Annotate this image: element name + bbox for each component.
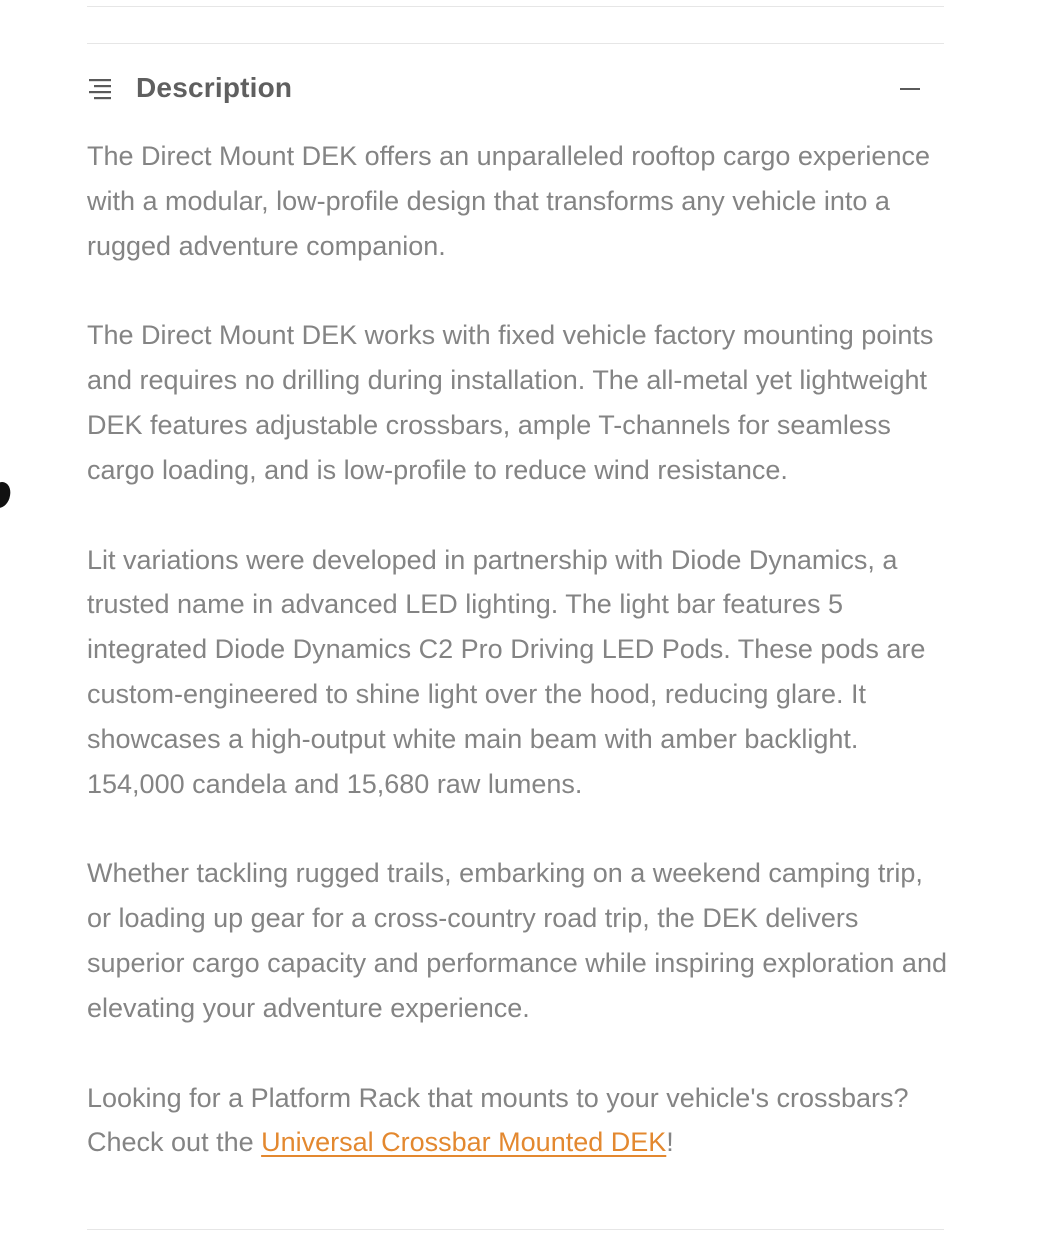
description-content xyxy=(87,134,953,1165)
final-prefix-text: Looking for a Platform Rack that mounts to your vehicle's crossbars? Check out the xyxy=(87,1082,909,1158)
description-accordion-header[interactable] xyxy=(87,60,944,120)
minus-icon[interactable] xyxy=(900,88,920,90)
description-paragraph-final xyxy=(87,1076,953,1166)
description-paragraph: Whether tackling rugged trails, embarking on a weekend camping trip, or loading up gear for a cross-country road trip, the DEK delivers superior cargo capacity and performance while inspiring exploration and elevating your adventure experience. xyxy=(87,858,947,1023)
edge-decoration xyxy=(0,480,14,510)
divider-top xyxy=(87,6,944,7)
divider-accordion-top xyxy=(87,43,944,44)
divider-bottom xyxy=(87,1229,944,1230)
description-paragraph: The Direct Mount DEK works with fixed vehicle factory mounting points and requires no drilling during installation. The all-metal yet lightweight DEK features adjustable crossbars, ample T-channels for seamless cargo loading, and is low-profile to reduce wind resistance. xyxy=(87,320,934,485)
universal-crossbar-dek-link[interactable]: Universal Crossbar Mounted DEK xyxy=(261,1127,667,1158)
description-paragraph: Lit variations were developed in partnership with Diode Dynamics, a trusted name in advanced LED lighting. The light bar features 5 integrated Diode Dynamics C2 Pro Driving LED Pods. These pods are custom-engineered to shine light over the hood, reducing glare. It showcases a high-output white main beam with amber backlight. 154,000 candela and 15,680 raw lumens. xyxy=(87,544,926,799)
final-suffix-text: ! xyxy=(666,1127,674,1158)
description-paragraph: The Direct Mount DEK offers an unparalleled rooftop cargo experience with a modular, low-profile design that transforms any vehicle into a rugged adventure companion. xyxy=(87,141,930,261)
text-align-icon xyxy=(89,78,117,102)
description-title: Description xyxy=(136,72,293,103)
